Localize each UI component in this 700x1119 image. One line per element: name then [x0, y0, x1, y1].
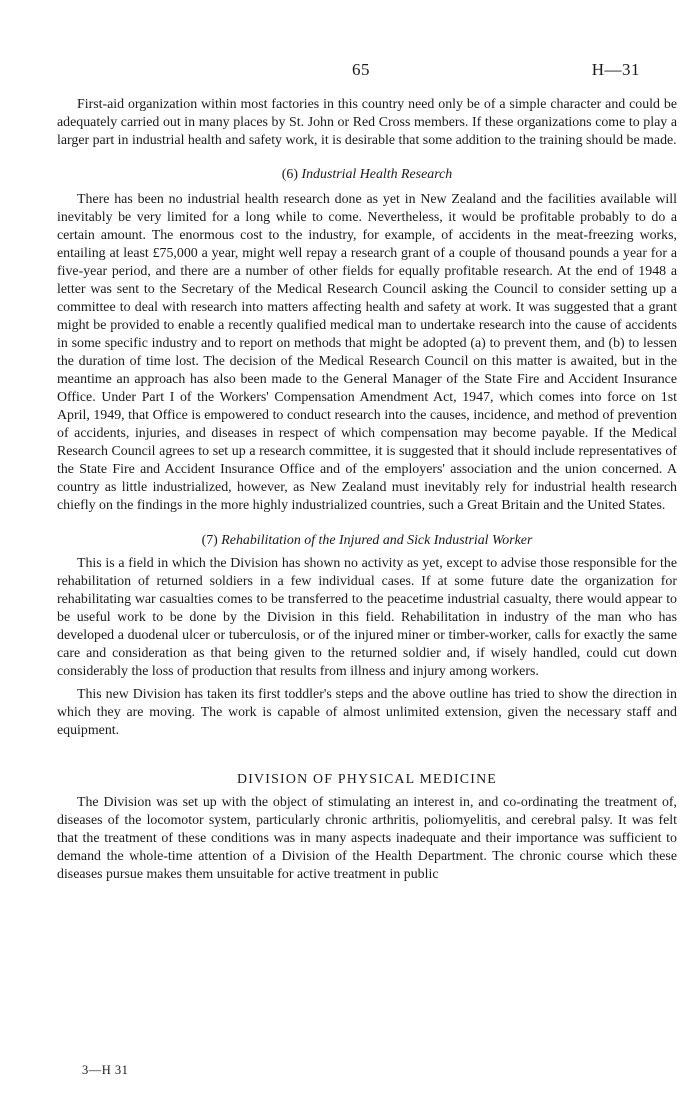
heading-division-physical-medicine: DIVISION OF PHYSICAL MEDICINE: [236, 772, 497, 787]
heading-number: (7): [201, 533, 218, 548]
heading-number: (6): [281, 167, 298, 182]
heading-title: Industrial Health Research: [301, 167, 453, 182]
heading-title: Rehabilitation of the Injured and Sick Industrial Worker: [221, 533, 533, 548]
heading-rehabilitation: [57, 532, 677, 550]
paragraph-division-outline: This new Division has taken its first toddler's steps and the above outline has tried to show the direction in which they are moving. The work is capable of almost unlimited extension, given the necessary staff and equipment.: [57, 687, 677, 738]
document-reference: H—31: [591, 60, 640, 79]
signature-mark: 3—H 31: [82, 1063, 129, 1077]
paragraph-research: There has been no industrial health research done as yet in New Zealand and the facilities available will inevitably be very limited for a long while to come. Nevertheless, it would be profitable probably to do a certain amount. The enormous cost to the industry, for example, of accidents in the meat-freezing works, entailing at least £75,000 a year, might well repay a research grant of a couple of thousand pounds a year for a five-year period, and there are a number of other fields for equally profitable research. At the end of 1948 a letter was sent to the Secretary of the Medical Research Council asking the Council to consider setting up a committee to deal with research into matters affecting health and safety at work. It was suggested that a grant might be provided to enable a recently qualified medical man to undertake research into the cause of accidents in some specific industry and to report on methods that might be adopted (a) to prevent them, and (b) to lessen the duration of time lost. The decision of the Medical Research Council on this matter is awaited, but in the meantime an approach has also been made to the General Manager of the State Fire and Accident Insurance Office. Under Part I of the Workers' Compensation Amendment Act, 1947, which comes into force on 1st April, 1949, that Office is empowered to conduct research into the causes, incidence, and method of prevention of accidents, injuries, and diseases in respect of which compensation may become payable. If the Medical Research Council agrees to set up a research committee, it is suggested that it should include representatives of the State Fire and Accident Insurance Office and of the employers' association and the union concerned. A country as little industrialized, however, as New Zealand must inevitably rely for industrial health research chiefly on the findings in the more highly industrialized countries, such a Great Britain and the United States.: [57, 192, 677, 513]
page-body: [57, 96, 677, 884]
heading-industrial-health-research: [57, 166, 677, 184]
paragraph-physical-medicine: The Division was set up with the object of stimulating an interest in, and co-ordinating the treatment of, diseases of the locomotor system, particularly chronic arthritis, poliomyelitis, and cerebral palsy. It was felt that the treatment of these conditions was in many aspects inadequate and their importance was sufficient to demand the whole-time attention of a Division of the Health Department. The chronic course which these diseases pursue makes them unsuitable for active treatment in public: [57, 795, 677, 882]
paragraph-rehabilitation: This is a field in which the Division has shown no activity as yet, except to advise those responsible for the rehabilitation of returned soldiers in a few individual cases. If at some future date the organization for rehabilitating war casualties comes to be transferred to the peacetime industrial casualty, there would appear to be useful work to be done by the Division in this field. Rehabilitation in industry of the man who has developed a duodenal ulcer or tuberculosis, or of the injured miner or timber-worker, calls for exactly the same care and consideration as that being given to the returned soldier and, if wisely handled, could cut down considerably the loss of production that results from illness and injury among workers.: [57, 556, 677, 679]
page-number: 65: [352, 60, 370, 79]
page-header: [0, 60, 700, 84]
paragraph-first-aid: First-aid organization within most factories in this country need only be of a simple character and could be adequately carried out in many places by St. John or Red Cross members. If these organizations come to play a larger part in industrial health and safety work, it is desirable that some addition to the training should be made.: [57, 97, 677, 148]
